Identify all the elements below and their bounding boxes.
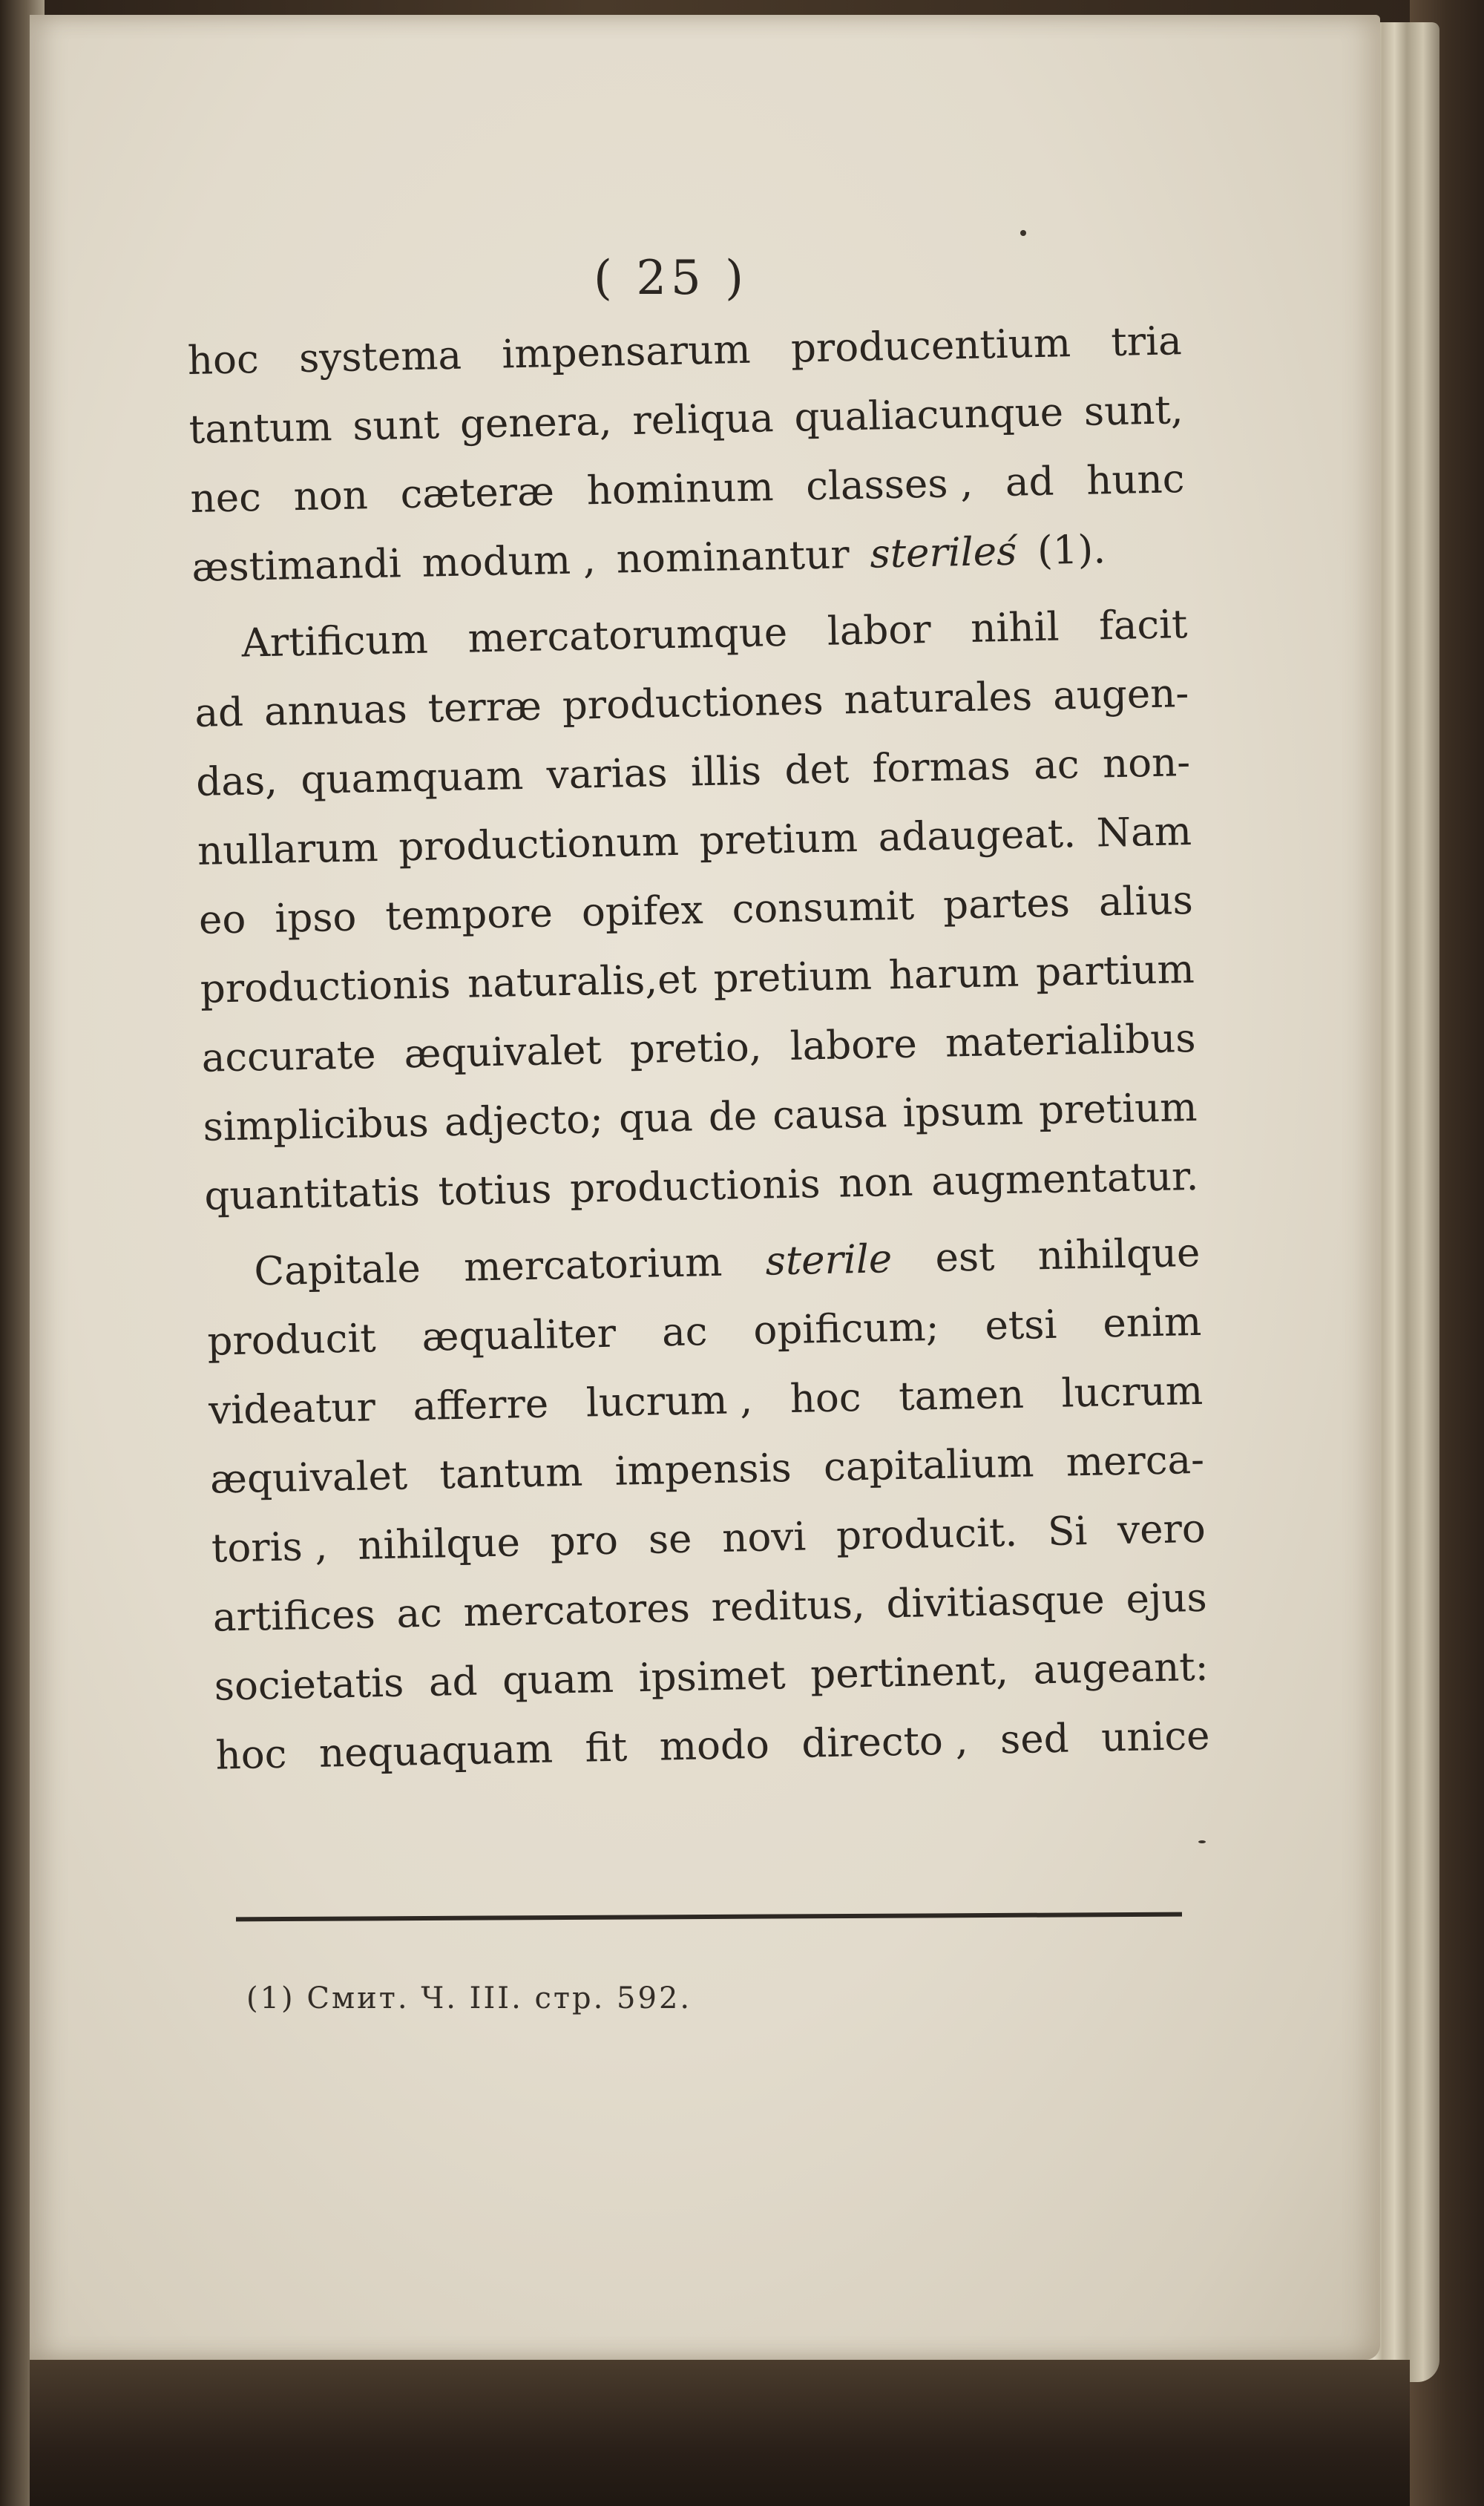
word: directo , [801,1718,969,1767]
word: eo [198,896,246,943]
word: lucrum , [585,1377,753,1426]
word: tantum [439,1449,583,1498]
word: materialibus [945,1015,1197,1066]
word: non- [1102,739,1191,787]
word: fit [584,1725,628,1771]
word: sunt, [1083,387,1184,435]
ink-speck [1198,1840,1206,1843]
word: nominantur [616,532,850,583]
word: naturales [843,674,1033,724]
word: mercatorium [463,1239,723,1290]
word: harum [888,950,1020,999]
word: tamen [898,1371,1025,1420]
word: modo [659,1722,770,1770]
word: Si [1047,1508,1088,1555]
word: est [934,1234,995,1282]
word: annuas [263,686,408,735]
page-bottom-shadow [30,2360,1410,2506]
word: augeant: [1032,1644,1209,1693]
word: Capitale [253,1245,421,1295]
word: videatur [208,1385,376,1434]
word: nihil [970,604,1060,652]
word: divitiasque [885,1577,1106,1627]
word: facit [1098,602,1188,649]
word: qualiacunque [793,390,1064,441]
word: genera, [459,398,613,447]
word: augmentatur. [930,1153,1199,1205]
word: sed [999,1716,1070,1763]
word: novi [721,1514,807,1561]
footnote: (1) Смит. Ч. III. стр. 592. [246,1981,692,2015]
word: ipsum [902,1088,1024,1136]
word: æstimandi [191,541,402,591]
word: simplicibus [203,1100,430,1150]
word: hoc [187,337,260,384]
word: labor [827,606,932,655]
word: accurate [201,1032,377,1081]
word: pertinent, [810,1648,1009,1698]
word: pro [550,1518,619,1565]
word: (1). [1037,527,1106,574]
word: partes [942,880,1071,928]
word: artifices [212,1592,376,1641]
page-number: ( 25 ) [594,251,749,306]
word: nequaquam [318,1726,554,1777]
word: sterileś [869,528,1017,577]
word: qua [618,1095,694,1142]
word: cæteræ [400,469,555,518]
word: ad [428,1659,479,1705]
word: nec [190,475,262,522]
word: impensarum [501,327,752,378]
word: Artificum [240,617,429,666]
word: productiones [562,678,824,729]
word: labore [789,1021,918,1069]
word: consumit [731,883,915,933]
word: ad [194,689,244,736]
word: quamquam [300,753,524,804]
word: causa [772,1091,888,1139]
word: non [293,473,369,520]
word: tria [1110,318,1183,366]
word: augen- [1052,671,1189,719]
word: illis [690,748,762,796]
word: tempore [384,890,554,939]
word: non [838,1159,914,1207]
footnote-rule [236,1912,1182,1922]
word: hunc [1086,456,1185,504]
word: mercatorumque [467,609,788,662]
word: æqualiter [421,1311,617,1360]
word: unice [1100,1713,1211,1761]
word: modum , [421,537,597,586]
word: classes , [805,460,974,510]
word: ac [1033,741,1080,789]
word: etsi [984,1302,1057,1349]
word: hoc [789,1375,862,1422]
word: det [784,747,850,793]
word: hoc [215,1731,287,1779]
word: impensis [614,1445,792,1495]
ink-speck [1020,230,1026,236]
word: nihilque [1037,1230,1201,1279]
book-page [30,15,1380,2360]
word: productionum [398,819,680,870]
word: opifex [581,888,704,936]
word: ad [1005,459,1055,505]
word: tantum [188,404,333,453]
word: toris , [211,1523,329,1572]
word: nihilque [357,1520,521,1569]
word: se [648,1516,693,1563]
word: ejus [1125,1575,1208,1622]
word: sterile [765,1236,893,1285]
word: ipso [274,894,357,942]
word: adjecto; [444,1096,604,1146]
word: terræ [427,683,542,732]
word: capitalium [823,1440,1034,1491]
word: productionis [569,1161,821,1212]
word: de [708,1093,758,1141]
word: merca- [1066,1437,1205,1486]
word: das, [195,758,278,805]
word: ipsimet [638,1653,787,1702]
word: nullarum [197,824,379,874]
word: æquivalet [404,1027,603,1077]
word: naturalis,et [467,957,697,1007]
word: reditus, [711,1582,866,1631]
word: societatis [214,1660,404,1710]
word: adaugeat. [878,811,1077,861]
word: vero [1117,1506,1206,1554]
word: producit [206,1316,377,1365]
word: opificum; [752,1304,940,1354]
word: pretium [1038,1084,1198,1134]
word: pretium [713,953,873,1002]
word: formas [872,743,1011,792]
body-text [187,306,1210,1790]
word: systema [298,332,462,381]
word: partium [1035,946,1195,996]
word: ac [395,1590,443,1637]
word: quantitatis [203,1169,421,1219]
word: sunt [352,402,440,450]
word: ac [661,1309,708,1356]
word: varias [546,750,669,798]
word: productionis [200,962,451,1012]
word: mercatores [462,1585,691,1636]
word: lucrum [1060,1368,1204,1417]
word: pretio, [629,1024,763,1073]
word: producit. [835,1509,1018,1559]
word: reliqua [631,396,775,444]
word: quam [502,1656,614,1704]
word: afferre [412,1381,549,1430]
word: enim [1102,1299,1202,1347]
word: Nam [1096,808,1192,856]
word: æquivalet [209,1453,408,1503]
word: pretium [699,816,858,865]
word: producentium [790,321,1071,372]
word: alius [1098,877,1194,925]
word: hominum [586,465,775,514]
word: totius [438,1167,553,1215]
